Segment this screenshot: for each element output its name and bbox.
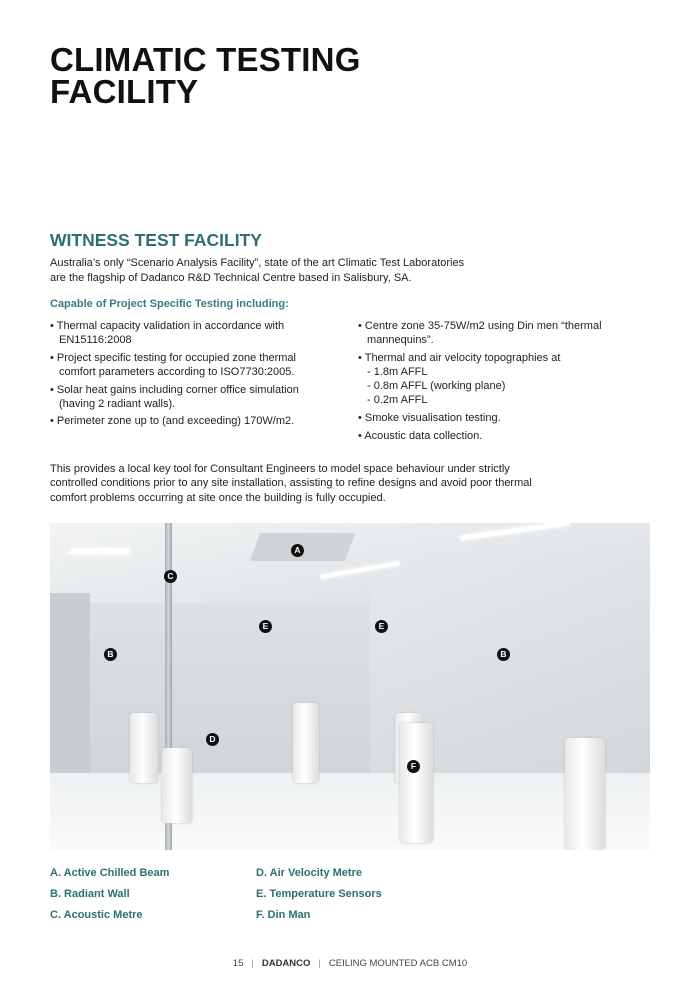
- ceiling-light: [68, 548, 131, 554]
- din-man: [293, 703, 319, 783]
- din-man: [565, 738, 605, 850]
- photo-marker-d: D: [206, 733, 219, 746]
- floor: [50, 773, 650, 850]
- radiant-wall-left: [50, 593, 90, 803]
- list-item: • Thermal and air velocity topographies at - 1.8m AFFL - 0.8m AFFL (working plane) - 0.2m AFFL: [358, 351, 561, 407]
- list-item: • Thermal capacity validation in accordance with EN15116:2008: [50, 320, 285, 347]
- right-bullet-list: [358, 319, 648, 446]
- test-facility-photo: [50, 523, 650, 850]
- din-man: [162, 748, 192, 823]
- list-item: • Solar heat gains including corner office simulation (having 2 radiant walls).: [50, 383, 299, 410]
- left-bullet-list: [50, 319, 330, 432]
- photo-marker-f: F: [407, 760, 420, 773]
- din-man: [400, 723, 433, 843]
- list-item: • Smoke visualisation testing.: [358, 412, 501, 424]
- din-man: [130, 713, 158, 783]
- legend-item: E. Temperature Sensors: [256, 888, 382, 900]
- subheading: Capable of Project Specific Testing including:: [50, 298, 289, 310]
- document-title: CEILING MOUNTED ACB CM10: [328, 958, 468, 969]
- list-item: • Project specific testing for occupied zone thermal comfort parameters according to ISO7730:2005.: [50, 351, 296, 378]
- legend-item: C. Acoustic Metre: [50, 909, 143, 921]
- photo-marker-a: A: [291, 544, 304, 557]
- photo-marker-b: B: [497, 648, 510, 661]
- section-heading: WITNESS TEST FACILITY: [50, 230, 262, 250]
- legend-item: A. Active Chilled Beam: [50, 867, 170, 879]
- photo-marker-e: E: [259, 620, 272, 633]
- closing-paragraph: This provides a local key tool for Consultant Engineers to model space behaviour under strictly controlled conditions prior to any site installation, assisting to refine designs and avoid poor thermal comfort problems occurring at site once the building is fully occupied.: [50, 463, 532, 504]
- brand-name: DADANCO: [261, 958, 311, 969]
- page-title: CLIMATIC TESTING FACILITY: [50, 41, 361, 110]
- legend-column-2: [256, 866, 382, 922]
- legend-item: B. Radiant Wall: [50, 888, 130, 900]
- page-footer: 15 | DADANCO | CEILING MOUNTED ACB CM10: [232, 958, 468, 969]
- photo-marker-c: C: [164, 570, 177, 583]
- legend-item: F. Din Man: [256, 909, 311, 921]
- legend-column-1: [50, 866, 169, 922]
- photo-marker-b: B: [104, 648, 117, 661]
- photo-marker-e: E: [375, 620, 388, 633]
- intro-paragraph: Australia’s only “Scenario Analysis Facility”, state of the art Climatic Test Laboratories are the flagship of Dadanco R&D Technical Centre based in Salisbury, SA.: [50, 257, 465, 284]
- page-number: 15: [232, 958, 244, 969]
- legend-item: D. Air Velocity Metre: [256, 867, 362, 879]
- list-item: • Centre zone 35-75W/m2 using Din men “thermal mannequins”.: [358, 320, 602, 347]
- list-item: • Acoustic data collection.: [358, 429, 483, 442]
- list-item: • Perimeter zone up to (and exceeding) 170W/m2.: [50, 415, 295, 428]
